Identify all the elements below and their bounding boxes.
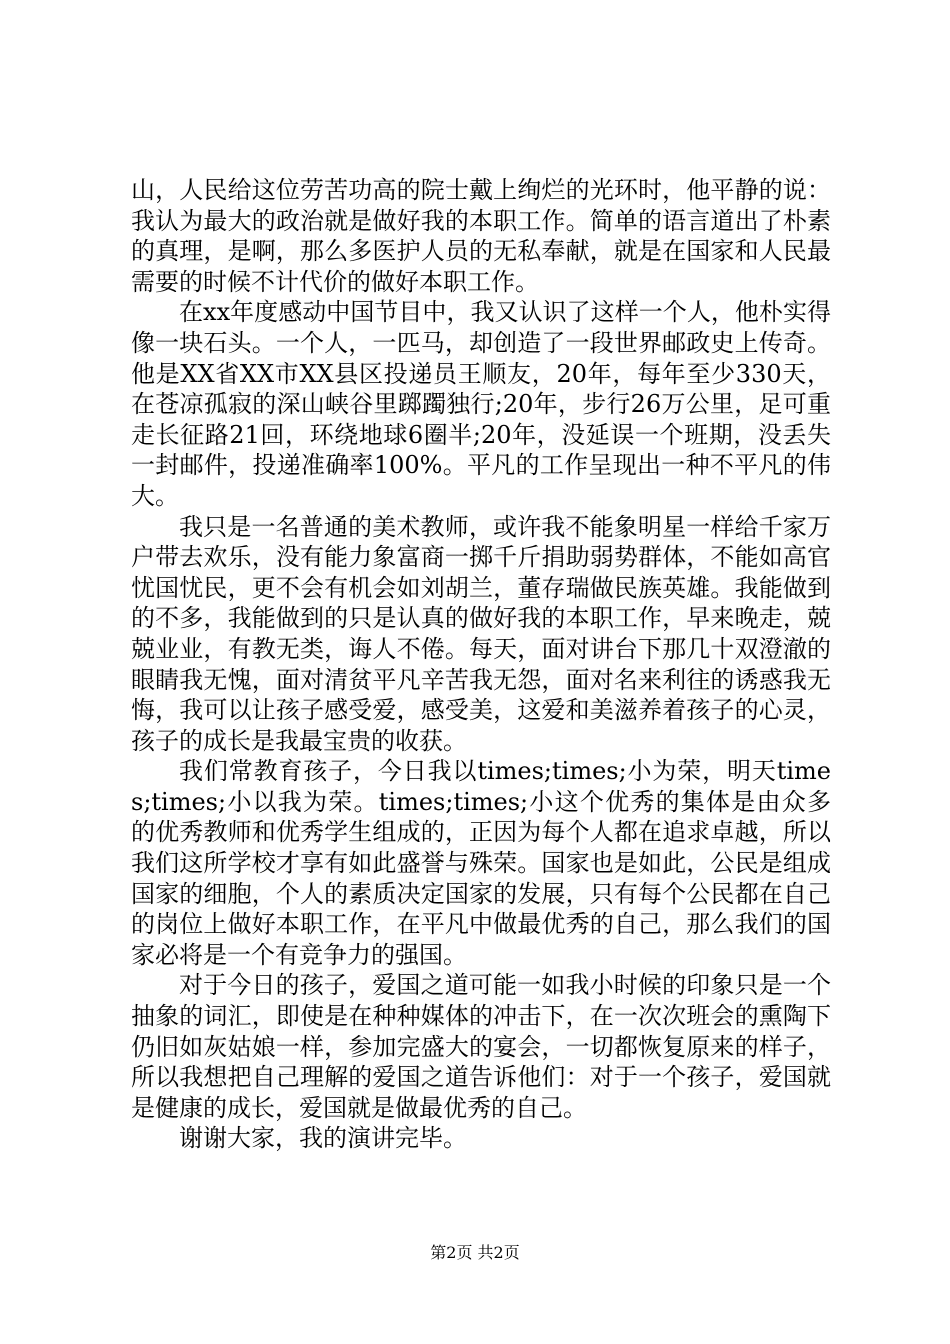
page-number-footer: 第2页 共2页 xyxy=(430,1243,520,1262)
paragraph-school-honor: 我们常教育孩子，今日我以times;times;小为荣，明天times;times;小以我为荣。times;times;小这个优秀的集体是由众多的优秀教师和优秀学生组成的，正因为每个人都在追求卓越，所以我们这所学校才享有如此盛誉与殊荣。国家也是如此，公民是组成国家的细胞，个人的素质决定国家的发展，只有每个公民都在自己的岗位上做好本职工作，在平凡中做最优秀的自己，那么我们的国家必将是一个有竞争力的强国。 xyxy=(131,757,831,969)
document-body xyxy=(131,175,831,1154)
paragraph-art-teacher: 我只是一名普通的美术教师，或许我不能象明星一样给千家万户带去欢乐，没有能力象富商一掷千斤捐助弱势群体，不能如高官忧国忧民，更不会有机会如刘胡兰，董存瑞做民族英雄。我能做到的不多，我能做到的只是认真的做好我的本职工作，早来晚走，兢兢业业，有教无类，诲人不倦。每天，面对讲台下那几十双澄澈的眼睛我无愧，面对清贫平凡辛苦我无怨，面对名来利往的诱惑我无悔，我可以让孩子感受爱，感受美，这爱和美滋养着孩子的心灵，孩子的成长是我最宝贵的收获。 xyxy=(131,512,831,755)
paragraph-closing: 谢谢大家，我的演讲完毕。 xyxy=(179,1124,467,1153)
paragraph-patriotism: 对于今日的孩子，爱国之道可能一如我小时候的印象只是一个抽象的词汇，即使是在种种媒体的冲击下，在一次次班会的熏陶下仍旧如灰姑娘一样，参加完盛大的宴会，一切都恢复原来的样子，所以我想把自己理解的爱国之道告诉他们：对于一个孩子，爱国就是健康的成长，爱国就是做最优秀的自己。 xyxy=(131,971,831,1122)
paragraph-continuation: 山，人民给这位劳苦功高的院士戴上绚烂的光环时，他平静的说：我认为最大的政治就是做好我的本职工作。简单的语言道出了朴素的真理，是啊，那么多医护人员的无私奉献，就是在国家和人民最需要的时候不计代价的做好本职工作。 xyxy=(131,176,831,296)
paragraph-wang-shunyou: 在xx年度感动中国节目中，我又认识了这样一个人，他朴实得像一块石头。一个人，一匹马，却创造了一段世界邮政史上传奇。他是XX省XX市XX县区投递员王顺友，20年，每年至少330天，在苍凉孤寂的深山峡谷里踯躅独行;20年，步行26万公里，足可重走长征路21回，环绕地球6圈半;20年，没延误一个班期，没丢失一封邮件，投递准确率100%。平凡的工作呈现出一种不平凡的伟大。 xyxy=(131,298,831,510)
